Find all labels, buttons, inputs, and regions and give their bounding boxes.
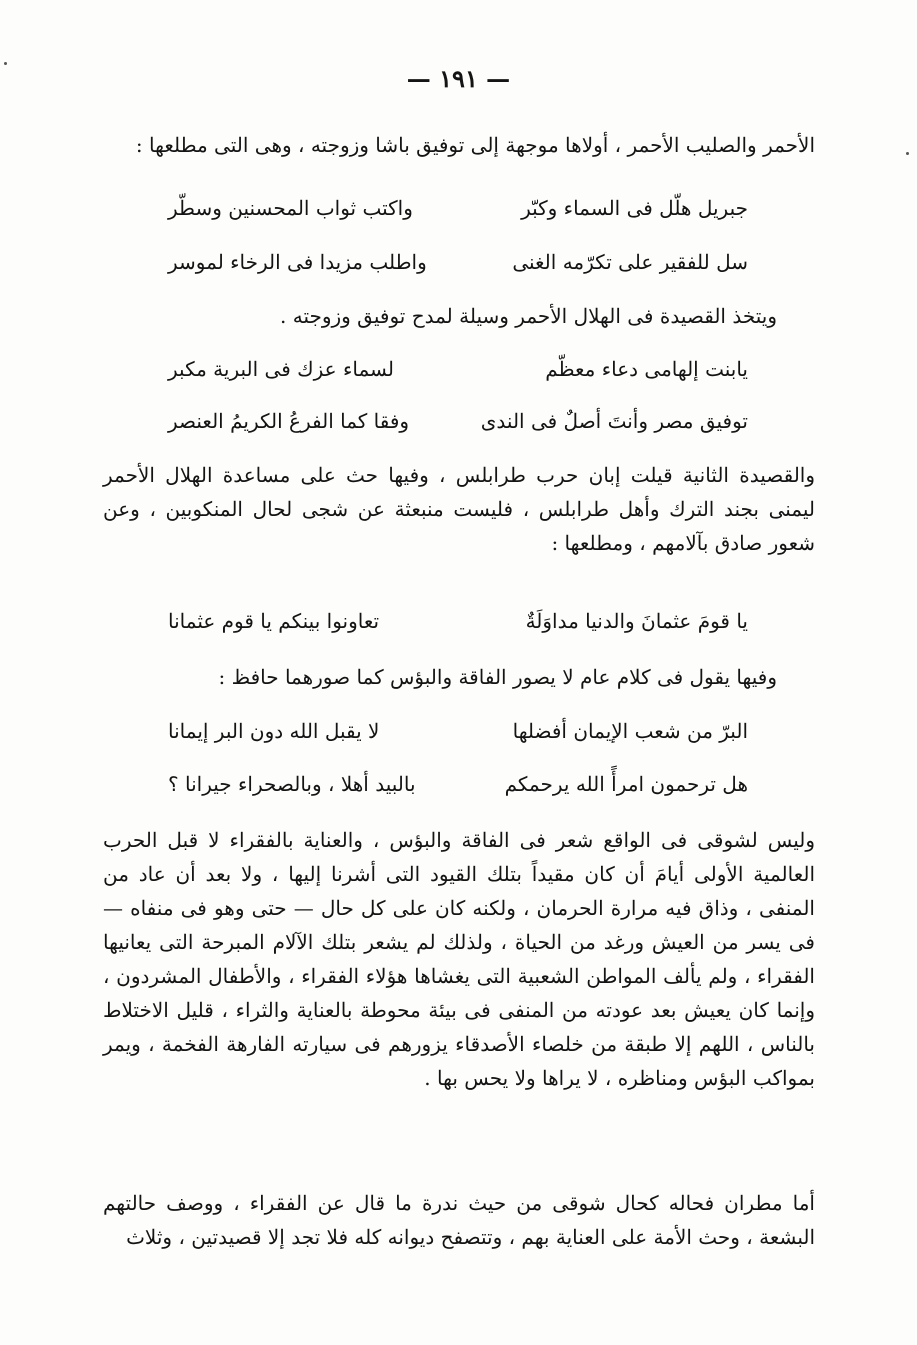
verse-7-second-hemistich: بالبيد أهلا ، وبالصحراء جيرانا ؟ <box>168 772 416 796</box>
verse-7-first-hemistich: هل ترحمون امرأً الله يرحمكم <box>504 772 748 796</box>
verse-6-first-hemistich: البرّ من شعب الإيمان أفضلها <box>512 719 748 743</box>
paragraph-second-poem: والقصيدة الثانية قيلت إبان حرب طرابلس ، وفيها حث على مساعدة الهلال الأحمر ليمنى بجند الترك وأهل طرابلس ، فليست منبعثة عن شجى لحال المنكوبين ، وعن شعور صادق بآلامهم ، ومطلعها : <box>103 463 815 555</box>
verse-5 <box>168 604 748 638</box>
scan-speck <box>4 62 7 65</box>
verse-6 <box>168 714 748 748</box>
verse-5-first-hemistich: يا قومَ عثمانَ والدنيا مداوَلَةٌ <box>525 609 748 633</box>
verse-4-first-hemistich: توفيق مصر وأنتَ أصلٌ فى الندى <box>480 409 748 433</box>
verse-2-first-hemistich: سل للفقير على تكرّمه الغنى <box>512 250 748 274</box>
verse-5-second-hemistich: تعاونوا بينكم يا قوم عثمانا <box>168 609 380 633</box>
verse-4-second-hemistich: وفقا كما الفرعُ الكريمُ العنصر <box>168 409 410 433</box>
verse-2-second-hemistich: واطلب مزيدا فى الرخاء لموسر <box>168 250 427 274</box>
verse-1 <box>168 191 748 225</box>
verse-7 <box>168 767 748 801</box>
verse-3-second-hemistich: لسماء عزك فى البرية مكبر <box>168 357 394 381</box>
verse-1-second-hemistich: واكتب ثواب المحسنين وسطّر <box>168 196 413 220</box>
paragraph-hilal: ويتخذ القصيدة فى الهلال الأحمر وسيلة لمدح توفيق وزوجته . <box>280 304 777 328</box>
scan-speck <box>906 152 909 155</box>
paragraph-shawqi: وليس لشوقى فى الواقع شعر فى الفاقة والبؤس ، والعناية بالفقراء لا قبل الحرب العالمية الأولى أيامَ أن كان مقيداً بتلك القيود التى أشرنا إليها ، ولا بعد أن عاد من المنفى ، وذاق فيه مرارة الحرمان ، ولكنه كان على كل حال — حتى وهو فى منفاه — فى يسر من العيش ورغد من الحياة ، ولذلك لم يشعر بتلك الآلام المبرحة التى يعانيها الفقراء ، ولم يألف المواطن الشعبية التى يغشاها هؤلاء الفقراء ، والأطفال المشردون ، وإنما كان يعيش بعد عودته من المنفى فى بيئة محوطة بالعناية والثراء ، قليل الاختلاط بالناس ، اللهم إلا طبقة من خلصاء الأصدقاء يزورهم فى سيارته الفارهة الفخمة ، ويمر بمواكب البؤس ومناظره ، لا يراها ولا يحس بها . <box>103 828 815 1090</box>
verse-2 <box>168 245 748 279</box>
verse-3 <box>168 352 748 386</box>
paragraph-intro: الأحمر والصليب الأحمر ، أولاها موجهة إلى توفيق باشا وزوجته ، وهى التى مطلعها : <box>135 133 815 157</box>
paragraph-hafez: وفيها يقول فى كلام عام لا يصور الفاقة والبؤس كما صورهما حافظ : <box>218 665 777 689</box>
verse-6-second-hemistich: لا يقبل الله دون البر إيمانا <box>168 719 380 743</box>
page-number: — ١٩١ — <box>406 64 511 93</box>
verse-1-first-hemistich: جبريل هلّل فى السماء وكبّر <box>521 196 748 220</box>
paragraph-mutran: أما مطران فحاله كحال شوقى من حيث ندرة ما قال عن الفقراء ، ووصف حالتهم البشعة ، وحث الأمة على العناية بهم ، وتتصفح ديوانه كله فلا تجد إلا قصيدتين ، وثلاث <box>103 1191 815 1249</box>
verse-4 <box>168 404 748 438</box>
verse-3-first-hemistich: يابنت إلهامى دعاء معظّم <box>545 357 748 381</box>
